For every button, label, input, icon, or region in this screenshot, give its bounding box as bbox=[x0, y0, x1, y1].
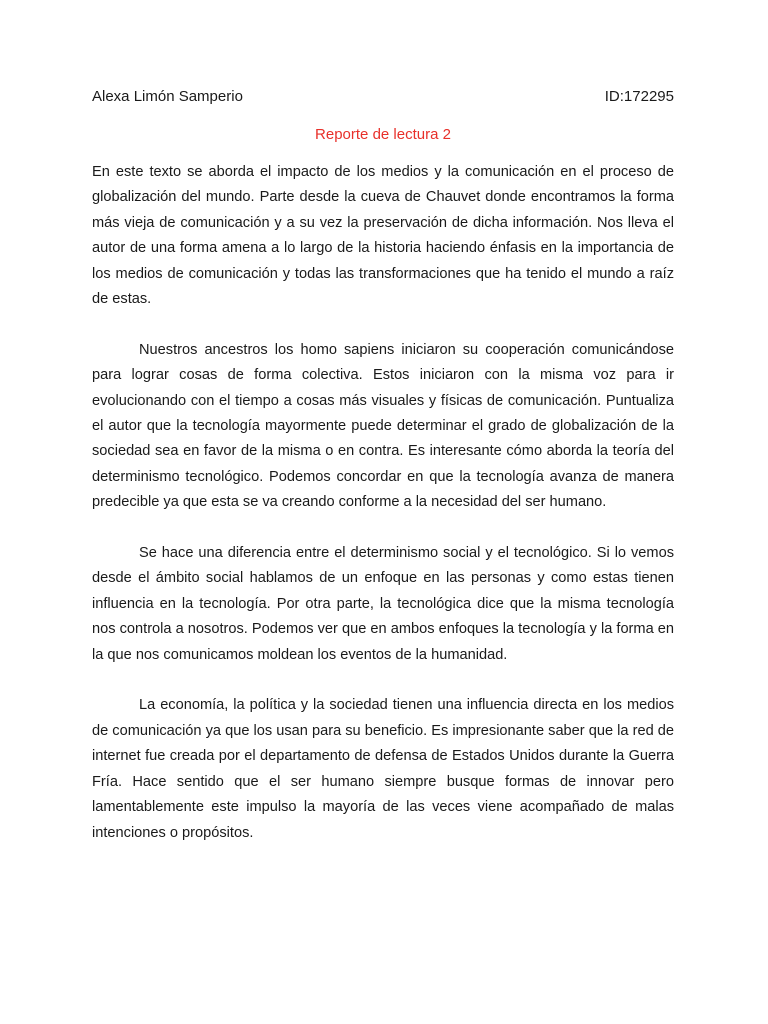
student-id: ID:172295 bbox=[604, 88, 674, 105]
paragraph-3: Se hace una diferencia entre el determinismo social y el tecnológico. Si lo vemos desde el ámbito social hablamos de un enfoque en las personas y como estas tienen influencia en la tecnología. Por otra parte, la tecnológica dice que la misma tecnología nos controla a nosotros. Podemos ver que en ambos enfoques la tecnología y la forma en la que nos comunicamos moldean los eventos de la humanidad. bbox=[92, 545, 674, 663]
paragraph-1: En este texto se aborda el impacto de los medios y la comunicación en el proceso de globalización del mundo. Parte desde la cueva de Chauvet donde encontramos la forma más vieja de comunicación y a su vez la preservación de dicha información. Nos lleva el autor de una forma amena a lo largo de la historia haciendo énfasis en la importancia de los medios de comunicación y todas las transformaciones que ha tenido el mundo a raíz de estas. bbox=[92, 164, 674, 308]
paragraph-2: Nuestros ancestros los homo sapiens iniciaron su cooperación comunicándose para lograr cosas de forma colectiva. Estos iniciaron con la misma voz para ir evolucionando con el tiempo a cosas más visuales y físicas de comunicación. Puntualiza el autor que la tecnología mayormente puede determinar el grado de globalización de la sociedad sea en favor de la misma o en contra. Es interesante cómo aborda la teoría del determinismo tecnológico. Podemos concordar en que la tecnología avanza de manera predecible ya que esta se va creando conforme a la necesidad del ser humano. bbox=[92, 341, 674, 511]
document-title: Reporte de lectura 2 bbox=[315, 126, 451, 143]
paragraph-4: La economía, la política y la sociedad tienen una influencia directa en los medios de comunicación ya que los usan para su beneficio. Es impresionante saber que la red de internet fue creada por el departamento de defensa de Estados Unidos durante la Guerra Fría. Hace sentido que el ser humano siempre busque formas de innovar pero lamentablemente este impulso la mayoría de las veces viene acompañado de malas intenciones o propósitos. bbox=[92, 697, 674, 841]
author-name: Alexa Limón Samperio bbox=[92, 88, 243, 105]
document-body bbox=[92, 160, 674, 871]
document-header bbox=[92, 86, 674, 108]
